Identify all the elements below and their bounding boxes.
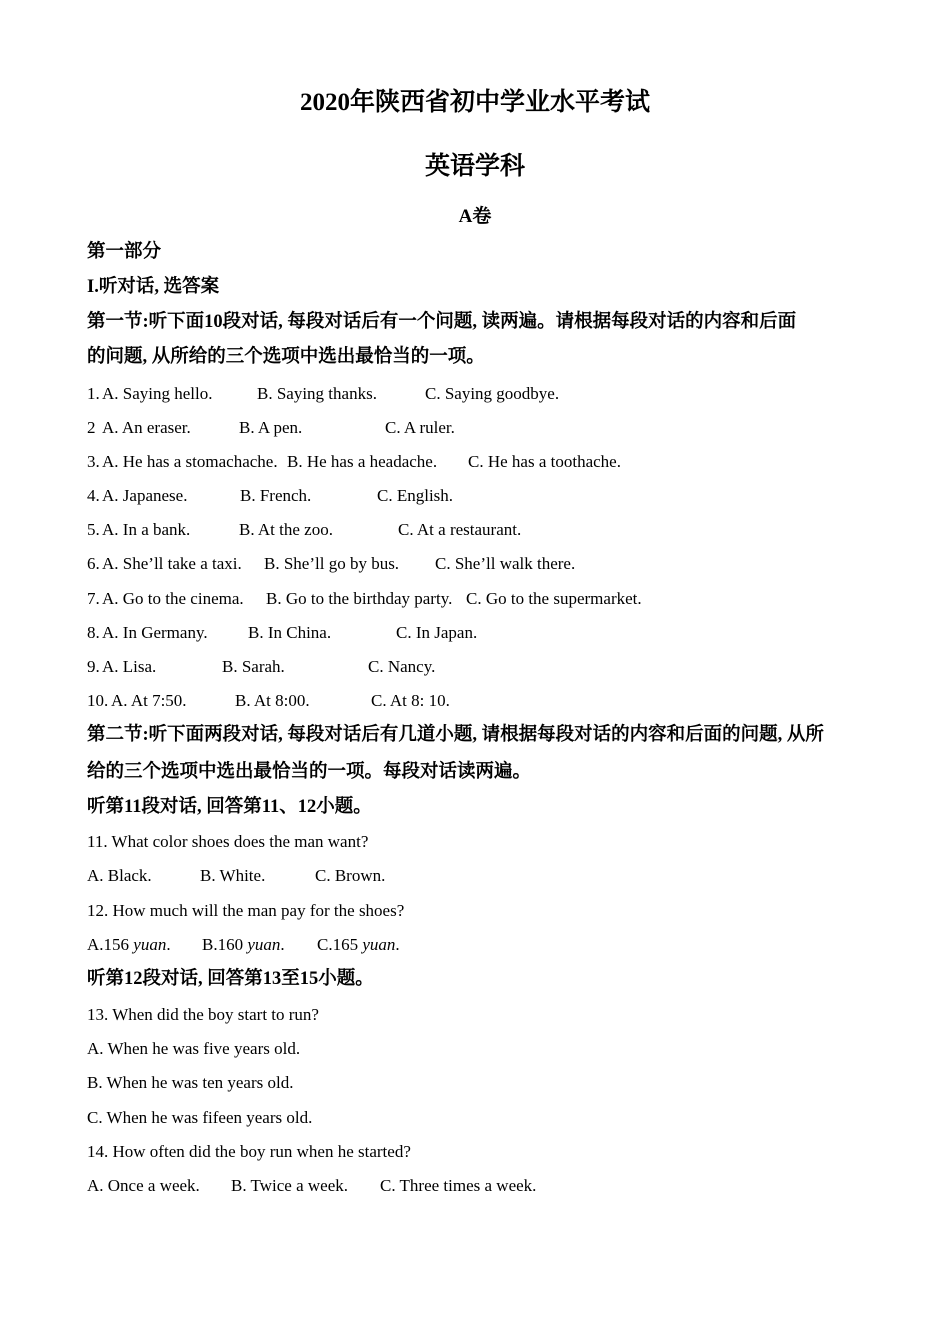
option-c: C. She’ll walk there. bbox=[435, 554, 576, 573]
option-b: B. At the zoo. bbox=[239, 520, 333, 539]
option-c: C. Saying goodbye. bbox=[425, 384, 560, 403]
option-b: B. In China. bbox=[248, 623, 332, 642]
option-a-price: A.156 bbox=[87, 935, 130, 954]
option-b: B. White. bbox=[200, 866, 266, 885]
section1-instruction-line2: 的问题, 从所给的三个选项中选出最恰当的一项。 bbox=[87, 347, 485, 367]
option-period: . bbox=[280, 935, 285, 954]
option-b: B. Sarah. bbox=[222, 657, 285, 676]
option-c: C. He has a toothache. bbox=[468, 452, 621, 471]
option-c: C. Go to the supermarket. bbox=[466, 589, 642, 608]
question-number: 10. bbox=[87, 691, 109, 710]
question-number: 1. bbox=[87, 384, 100, 403]
question-number: 7. bbox=[87, 589, 100, 608]
option-a: A. An eraser. bbox=[102, 418, 191, 437]
option-c: C. A ruler. bbox=[385, 418, 455, 437]
question-number: 2 bbox=[87, 418, 96, 437]
question-number: 8. bbox=[87, 623, 100, 642]
option-c: C. At a restaurant. bbox=[398, 520, 522, 539]
option-b: B. When he was ten years old. bbox=[87, 1073, 294, 1092]
option-a: A. At 7:50. bbox=[111, 691, 187, 710]
option-b: B. Twice a week. bbox=[231, 1176, 348, 1195]
option-a: A. In Germany. bbox=[102, 623, 208, 642]
option-c: C. English. bbox=[377, 486, 454, 505]
option-c: C. Three times a week. bbox=[380, 1176, 537, 1195]
option-b: B. He has a headache. bbox=[287, 452, 438, 471]
dialog11-heading: 听第11段对话, 回答第11、12小题。 bbox=[87, 797, 372, 817]
option-b: B. She’ll go by bus. bbox=[264, 554, 400, 573]
option-c: C. Nancy. bbox=[368, 657, 436, 676]
option-a: A. Go to the cinema. bbox=[102, 589, 244, 608]
option-a bbox=[87, 933, 171, 957]
option-a: A. In a bank. bbox=[102, 520, 191, 539]
option-a: A. Saying hello. bbox=[102, 384, 213, 403]
option-b: B. Go to the birthday party. bbox=[266, 589, 453, 608]
section1-instruction-line1: 第一节:听下面10段对话, 每段对话后有一个问题, 读两遍。请根据每段对话的内容和后面 bbox=[87, 312, 797, 332]
question-number: 3. bbox=[87, 452, 100, 471]
option-b: B. Saying thanks. bbox=[257, 384, 377, 403]
question-number: 5. bbox=[87, 520, 100, 539]
question-11: 11. What color shoes does the man want? bbox=[87, 832, 369, 851]
dialog12-heading: 听第12段对话, 回答第13至15小题。 bbox=[87, 969, 374, 989]
option-a: A. When he was five years old. bbox=[87, 1039, 301, 1058]
section2-instruction-line1: 第二节:听下面两段对话, 每段对话后有几道小题, 请根据每段对话的内容和后面的问题, 从所 bbox=[87, 725, 824, 745]
option-c: C. When he was fifeen years old. bbox=[87, 1108, 313, 1127]
option-period: . bbox=[395, 935, 400, 954]
question-number: 9. bbox=[87, 657, 100, 676]
exam-title: 2020年陕西省初中学业水平考试 bbox=[299, 89, 650, 116]
question-number: 4. bbox=[87, 486, 100, 505]
option-b: B. A pen. bbox=[239, 418, 303, 437]
part-heading: 第一部分 bbox=[87, 242, 162, 262]
option-c bbox=[317, 933, 400, 957]
option-a: A. Lisa. bbox=[102, 657, 157, 676]
option-a: A. She’ll take a taxi. bbox=[102, 554, 242, 573]
option-b-price: B.160 bbox=[202, 935, 244, 954]
option-c-price: C.165 bbox=[317, 935, 359, 954]
question-number: 6. bbox=[87, 554, 100, 573]
option-c: C. In Japan. bbox=[396, 623, 478, 642]
section2-instruction-line2: 给的三个选项中选出最恰当的一项。每段对话读两遍。 bbox=[87, 762, 532, 782]
option-c: C. At 8: 10. bbox=[371, 691, 450, 710]
option-b bbox=[202, 933, 285, 957]
option-period: . bbox=[166, 935, 171, 954]
option-b: B. French. bbox=[240, 486, 312, 505]
question-14: 14. How often did the boy run when he started? bbox=[87, 1142, 411, 1161]
paper-label: A卷 bbox=[458, 206, 492, 227]
currency-unit: yuan bbox=[362, 935, 396, 954]
option-a: A. Once a week. bbox=[87, 1176, 200, 1195]
option-c: C. Brown. bbox=[315, 866, 386, 885]
option-a: A. He has a stomachache. bbox=[102, 452, 278, 471]
question-12: 12. How much will the man pay for the shoes? bbox=[87, 901, 405, 920]
currency-unit: yuan bbox=[133, 935, 167, 954]
subject-title: 英语学科 bbox=[424, 153, 525, 180]
section-heading: I.听对话, 选答案 bbox=[87, 277, 220, 297]
currency-unit: yuan bbox=[247, 935, 281, 954]
question-13: 13. When did the boy start to run? bbox=[87, 1005, 319, 1024]
option-a: A. Japanese. bbox=[102, 486, 188, 505]
option-a: A. Black. bbox=[87, 866, 152, 885]
option-b: B. At 8:00. bbox=[235, 691, 310, 710]
